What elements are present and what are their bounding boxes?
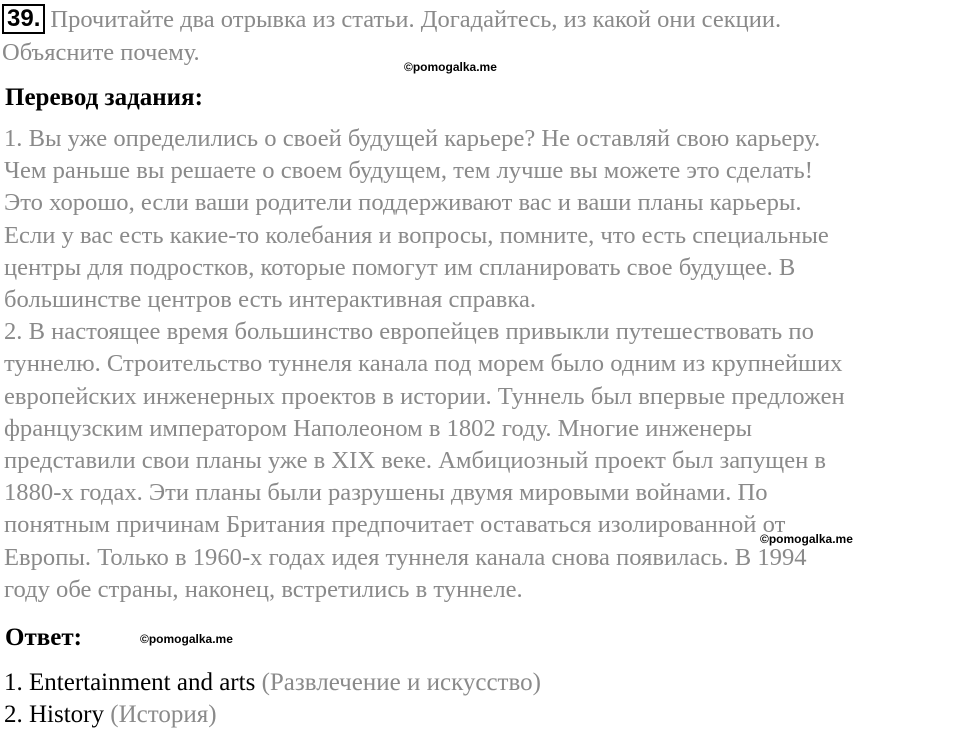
translation-line: Это хорошо, если ваши родители поддерживают вас и ваши планы карьеры. [4, 189, 802, 217]
translation-line: 1880-х годах. Эти планы были разрушены двумя мировыми войнами. По [4, 479, 768, 507]
translation-heading: Перевод задания: [5, 84, 203, 111]
answer-item [4, 699, 541, 731]
watermark: ©pomogalka.me [760, 532, 853, 546]
translation-line: туннелю. Строительство туннеля канала под морем было одним из крупнейших [4, 350, 843, 378]
task-text-line-1: Прочитайте два отрывка из статьи. Догадайтесь, из какой они секции. [50, 6, 782, 33]
task-number-box: 39. [2, 4, 45, 34]
translation-line: французским императором Наполеоном в 1802 году. Многие инженеры [4, 414, 753, 442]
translation-line: году обе страны, наконец, встретились в туннеле. [4, 575, 523, 603]
answer-heading: Ответ: [5, 624, 82, 651]
answer-item [4, 667, 541, 699]
watermark: ©pomogalka.me [140, 632, 233, 646]
answer-english: 1. Entertainment and arts [4, 669, 256, 696]
translation-line: Европы. Только в 1960-х годах идея туннеля канала снова появилась. В 1994 [4, 543, 807, 571]
translation-line: большинстве центров есть интерактивная справка. [4, 286, 537, 314]
answer-russian: (История) [110, 701, 217, 728]
translation-line: центры для подростков, которые помогут им спланировать свое будущее. В [4, 253, 796, 281]
answer-list [4, 667, 541, 731]
translation-line: Чем раньше вы решаете о своем будущем, тем лучше вы можете это сделать! [4, 157, 813, 185]
task-statement-line-1 [2, 4, 781, 35]
answer-russian: (Развлечение и искусство) [261, 669, 541, 696]
translation-line: 1. Вы уже определились о своей будущей карьере? Не оставляй свою карьеру. [4, 125, 821, 152]
answer-english: 2. History [4, 701, 104, 728]
translation-line: Если у вас есть какие-то колебания и вопросы, помните, что есть специальные [4, 221, 829, 249]
translation-line: европейских инженерных проектов в истории. Туннель был впервые предложен [4, 382, 845, 410]
translation-line: 2. В настоящее время большинство европейцев привыкли путешествовать по [4, 318, 814, 346]
task-text-line-2: Объясните почему. [2, 39, 200, 66]
watermark: ©pomogalka.me [404, 60, 497, 74]
translation-line: представили свои планы уже в XIX веке. Амбициозный проект был запущен в [4, 447, 827, 475]
translation-line: понятным причинам Британия предпочитает оставаться изолированной от [4, 511, 786, 539]
